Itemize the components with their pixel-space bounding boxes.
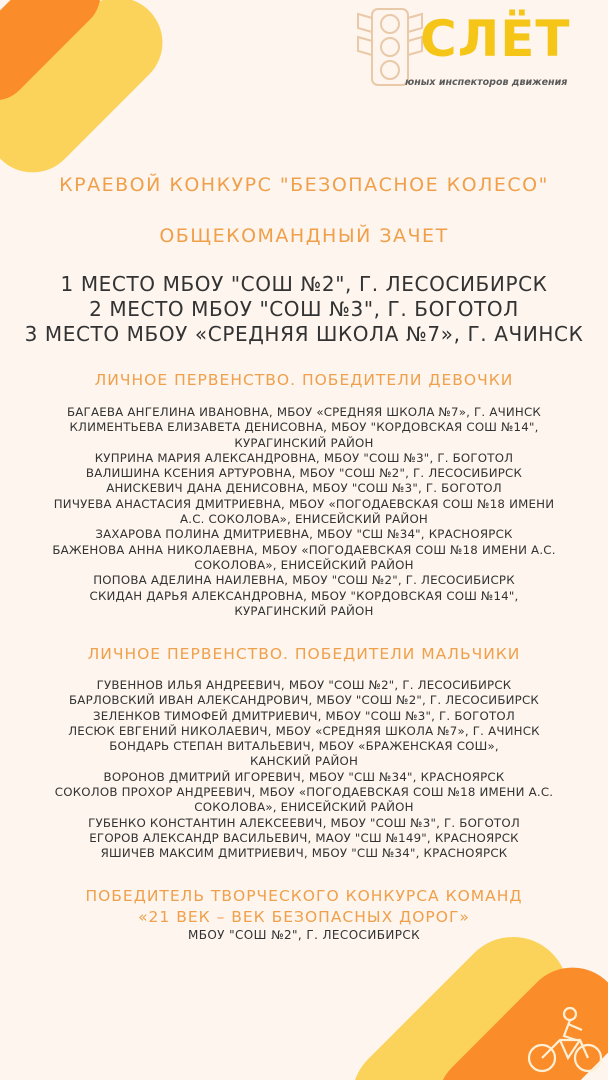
list-item: СОКОЛОВ ПРОХОР АНДРЕЕВИЧ, МБОУ «ПОГОДАЕВСКАЯ СОШ №18 ИМЕНИ А.С. <box>54 785 554 800</box>
event-logo <box>350 6 600 88</box>
list-item: СКИДАН ДАРЬЯ АЛЕКСАНДРОВНА, МБОУ "КОРДОВСКАЯ СОШ №14", <box>89 588 519 603</box>
list-item: КУПРИНА МАРИЯ АЛЕКСАНДРОВНА, МБОУ "СОШ №3", Г. БОГОТОЛ <box>94 450 514 465</box>
traffic-light-icon <box>350 6 430 88</box>
list-item: ЕГОРОВ АЛЕКСАНДР ВАСИЛЬЕВИЧ, МАОУ "СШ №149", КРАСНОЯРСК <box>89 830 519 845</box>
creative-contest-winner: МБОУ "СОШ №2", Г. ЛЕСОСИБИРСК <box>187 928 421 942</box>
list-item: КУРАГИНСКИЙ РАЙОН <box>234 603 374 618</box>
list-item: СОКОЛОВА», ЕНИСЕЙСКИЙ РАЙОН <box>194 800 414 815</box>
girls-heading: ЛИЧНОЕ ПЕРВЕНСТВО. ПОБЕДИТЕЛИ ДЕВОЧКИ <box>94 371 514 389</box>
list-item: АНИСКЕВИЧ ДАНА ДЕНИСОВНА, МБОУ "СОШ №3", Г. БОГОТОЛ <box>106 481 502 496</box>
list-item: А.С. СОКОЛОВА», ЕНИСЕЙСКИЙ РАЙОН <box>179 512 429 527</box>
list-item: БОНДАРЬ СТЕПАН ВИТАЛЬЕВИЧ, МБОУ «БРАЖЕНСКАЯ СОШ», <box>109 739 499 754</box>
list-item: ГУБЕНКО КОНСТАНТИН АЛЕКСЕЕВИЧ, МБОУ "СОШ №3", Г. БОГОТОЛ <box>88 815 520 830</box>
boys-heading: ЛИЧНОЕ ПЕРВЕНСТВО. ПОБЕДИТЕЛИ МАЛЬЧИКИ <box>87 645 521 663</box>
creative-heading-line: ПОБЕДИТЕЛЬ ТВОРЧЕСКОГО КОНКУРСА КОМАНД <box>85 887 523 905</box>
list-item: ВАЛИШИНА КСЕНИЯ АРТУРОВНА, МБОУ "СОШ №2", Г. ЛЕСОСИБИРСК <box>85 466 523 481</box>
place-item: 3 МЕСТО МБОУ «СРЕДНЯЯ ШКОЛА №7», Г. АЧИНСК <box>24 322 584 346</box>
list-item: ВОРОНОВ ДМИТРИЙ ИГОРЕВИЧ, МБОУ "СШ №34", КРАСНОЯРСК <box>103 769 505 784</box>
list-item: ПОПОВА АДЕЛИНА НАИЛЕВНА, МБОУ "СОШ №2", Г. ЛЕСОСИБИСРК <box>93 573 515 588</box>
creative-heading-line: «21 ВЕК – ВЕК БЕЗОПАСНЫХ ДОРОГ» <box>138 908 470 926</box>
list-item: ГУВЕННОВ ИЛЬЯ АНДРЕЕВИЧ, МБОУ "СОШ №2", Г. ЛЕСОСИБИРСК <box>96 678 512 692</box>
list-item: ЯШИЧЕВ МАКСИМ ДМИТРИЕВИЧ, МБОУ "СШ №34", КРАСНОЯРСК <box>100 846 508 861</box>
list-item: БАГАЕВА АНГЕЛИНА ИВАНОВНА, МБОУ «СРЕДНЯЯ ШКОЛА №7», Г. АЧИНСК <box>66 405 541 419</box>
list-item: ЛЕСЮК ЕВГЕНИЙ НИКОЛАЕВИЧ, МБОУ «СРЕДНЯЯ ШКОЛА №7», Г. АЧИНСК <box>68 723 540 738</box>
creative-contest-heading <box>0 886 608 928</box>
team-places <box>0 272 608 347</box>
list-item: ПИЧУЕВА АНАСТАСИЯ ДМИТРИЕВНА, МБОУ «ПОГОДАЕВСКАЯ СОШ №18 ИМЕНИ <box>53 496 555 511</box>
list-item: КЛИМЕНТЬЕВА ЕЛИЗАВЕТА ДЕНИСОВНА, МБОУ "КОРДОВСКАЯ СОШ №14", <box>69 420 539 435</box>
girls-list <box>20 405 588 619</box>
contest-title: КРАЕВОЙ КОНКУРС "БЕЗОПАСНОЕ КОЛЕСО" <box>59 174 549 196</box>
list-item: КАНСКИЙ РАЙОН <box>249 754 359 769</box>
list-item: КУРАГИНСКИЙ РАЙОН <box>234 435 374 450</box>
cyclist-icon <box>520 1000 608 1080</box>
list-item: БАЖЕНОВА АННА НИКОЛАЕВНА, МБОУ «ПОГОДАЕВСКАЯ СОШ №18 ИМЕНИ А.С. <box>52 542 556 557</box>
boys-list <box>20 678 588 862</box>
list-item: ЗАХАРОВА ПОЛИНА ДМИТРИЕВНА, МБОУ "СШ №34", КРАСНОЯРСК <box>95 527 513 542</box>
place-item: 1 МЕСТО МБОУ "СОШ №2", Г. ЛЕСОСИБИРСК <box>60 272 548 296</box>
list-item: СОКОЛОВА», ЕНИСЕЙСКИЙ РАЙОН <box>194 557 414 572</box>
team-standings-title: ОБЩЕКОМАНДНЫЙ ЗАЧЕТ <box>159 225 449 247</box>
logo-title: СЛЁТ <box>420 10 571 68</box>
list-item: ЗЕЛЕНКОВ ТИМОФЕЙ ДМИТРИЕВИЧ, МБОУ "СОШ №3", Г. БОГОТОЛ <box>93 708 515 723</box>
place-item: 2 МЕСТО МБОУ "СОШ №3", Г. БОГОТОЛ <box>89 297 519 321</box>
logo-subtitle: юных инспекторов движения <box>405 77 568 88</box>
list-item: БАРЛОВСКИЙ ИВАН АЛЕКСАНДРОВИЧ, МБОУ "СОШ №2", Г. ЛЕСОСИБИРСК <box>69 693 539 708</box>
